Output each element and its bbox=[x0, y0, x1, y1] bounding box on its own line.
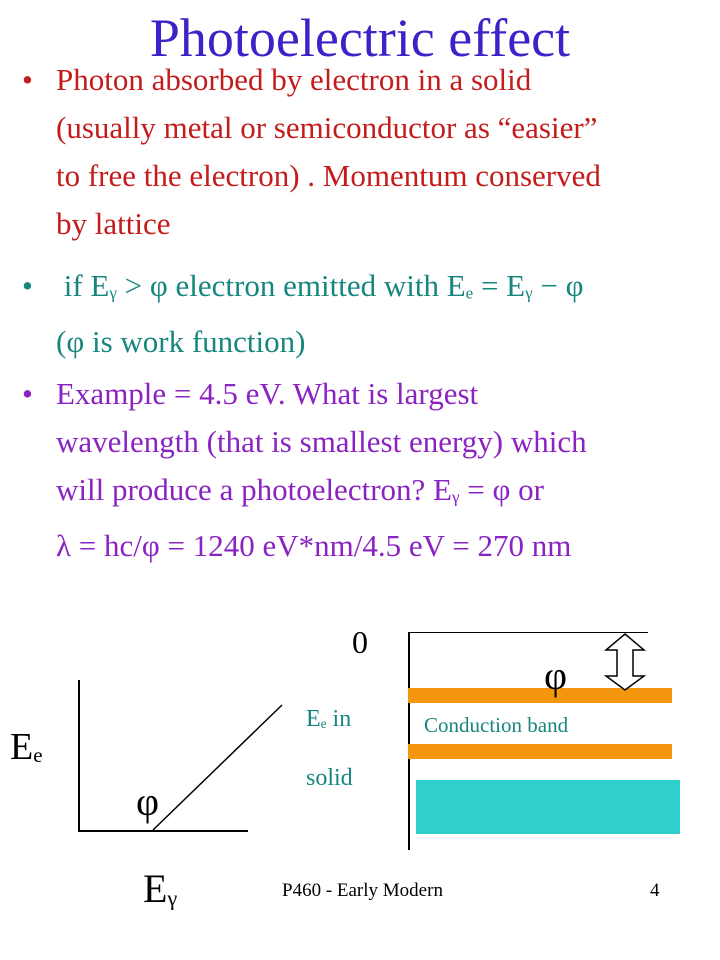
bullet2-line2: (φ is work function) bbox=[56, 323, 306, 359]
gamma-subscript: γ bbox=[109, 283, 117, 303]
bullet-dot: • bbox=[22, 268, 33, 303]
eq-e-text: = E bbox=[473, 268, 526, 303]
graph-y-label bbox=[10, 725, 43, 769]
ee-in-line bbox=[306, 692, 353, 751]
eg-sub: γ bbox=[167, 885, 178, 911]
bullet3-line2: wavelength (that is smallest energy) which bbox=[56, 424, 587, 459]
ee-in-text: in bbox=[326, 706, 352, 732]
solid-line: solid bbox=[306, 764, 353, 791]
bullet1-line1: Photon absorbed by electron in a solid bbox=[56, 62, 532, 97]
bullet3-line1: Example = 4.5 eV. What is largest bbox=[56, 376, 479, 411]
slide-title: Photoelectric effect bbox=[149, 8, 571, 68]
conduction-band-bottom-edge bbox=[408, 744, 672, 759]
minus-phi-text: − φ bbox=[532, 268, 584, 303]
graph-phi-label: φ bbox=[136, 779, 160, 824]
gamma-subscript: γ bbox=[525, 283, 533, 303]
line3-phi-text: = φ or bbox=[459, 472, 544, 507]
bullet-dot: • bbox=[22, 62, 33, 97]
eg-main: E bbox=[143, 866, 168, 911]
line3-text: will produce a photoelectron? E bbox=[56, 472, 452, 507]
vacuum-zero-label: 0 bbox=[352, 624, 368, 660]
footer-page-number: 4 bbox=[650, 880, 660, 901]
bullet1-line3: to free the electron) . Momentum conserved bbox=[56, 158, 601, 193]
ee-sub: e bbox=[320, 715, 327, 731]
ee-main: E bbox=[306, 706, 321, 732]
band-vertical-axis bbox=[408, 632, 410, 850]
bullet-dot: • bbox=[22, 376, 33, 411]
conduction-band-label: Conduction band bbox=[424, 713, 569, 737]
work-function-double-arrow-icon bbox=[600, 632, 650, 692]
ee-sub: e bbox=[33, 743, 43, 768]
gt-phi-text: > φ electron emitted with E bbox=[116, 268, 466, 303]
graph-x-label bbox=[143, 865, 177, 912]
ee-in-solid-label bbox=[306, 692, 353, 805]
bullet3-line4: λ = hc/φ = 1240 eV*nm/4.5 eV = 270 nm bbox=[56, 527, 572, 563]
valence-band bbox=[416, 780, 680, 834]
if-e-text: if E bbox=[63, 268, 110, 303]
bullet1-line4: by lattice bbox=[56, 206, 171, 241]
bullet1-line2: (usually metal or semiconductor as “easier” bbox=[56, 110, 598, 145]
ee-main: E bbox=[10, 726, 34, 768]
work-function-phi-label: φ bbox=[544, 653, 568, 698]
e-subscript: e bbox=[465, 283, 474, 303]
gamma-subscript: γ bbox=[451, 487, 460, 507]
footer-course-label: P460 - Early Modern bbox=[282, 880, 443, 901]
